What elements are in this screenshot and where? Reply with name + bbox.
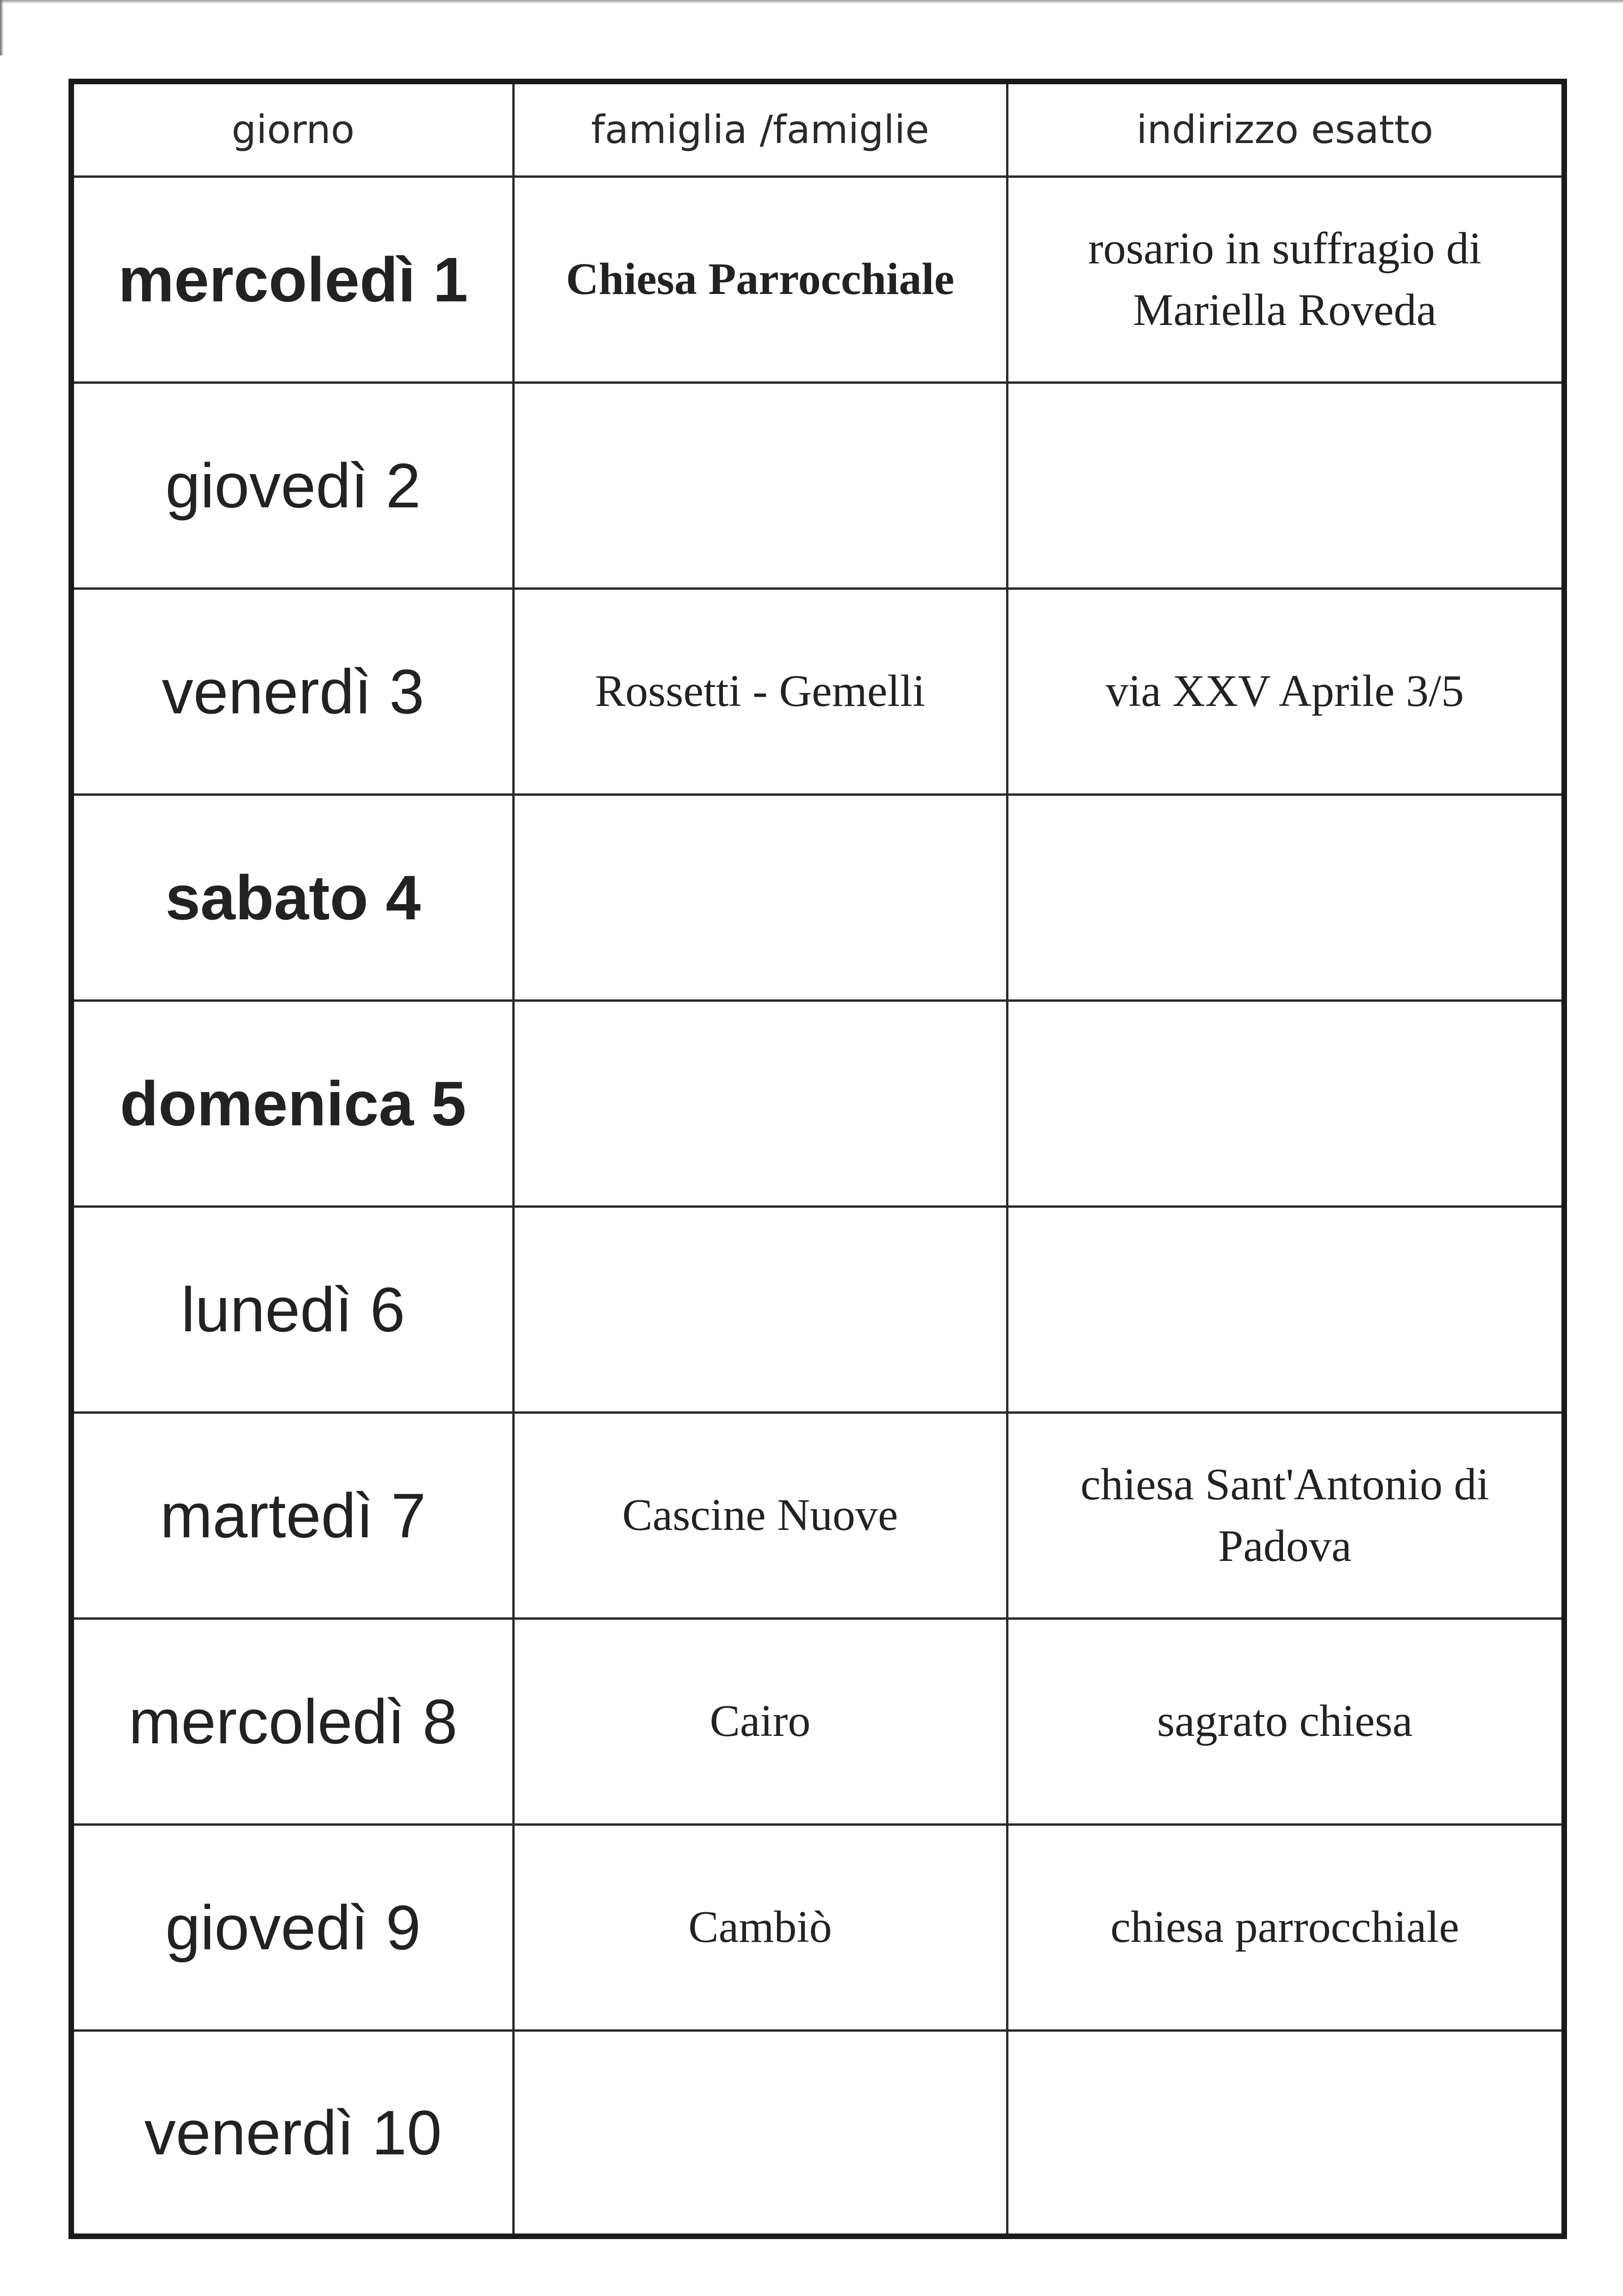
address-cell	[1007, 1206, 1564, 1412]
scan-edge-top	[0, 0, 1623, 4]
address-cell	[1007, 1000, 1564, 1206]
header-address: indirizzo esatto	[1007, 81, 1564, 176]
day-cell: martedì 7	[71, 1412, 513, 1618]
day-cell: sabato 4	[71, 794, 513, 1000]
day-cell: mercoledì 1	[71, 176, 513, 382]
address-cell	[1007, 794, 1564, 1000]
day-cell: domenica 5	[71, 1000, 513, 1206]
address-cell: chiesa parrocchiale	[1007, 1824, 1564, 2030]
day-cell: venerdì 10	[71, 2030, 513, 2236]
header-row	[71, 81, 1564, 176]
family-cell: Chiesa Parrocchiale	[513, 176, 1007, 382]
address-cell: via XXV Aprile 3/5	[1007, 588, 1564, 794]
table-row	[71, 1000, 1564, 1206]
table-row	[71, 1618, 1564, 1824]
table-row	[71, 1824, 1564, 2030]
address-cell	[1007, 382, 1564, 588]
family-cell: Cascine Nuove	[513, 1412, 1007, 1618]
family-cell	[513, 794, 1007, 1000]
address-cell	[1007, 2030, 1564, 2236]
table-row	[71, 588, 1564, 794]
family-cell	[513, 1206, 1007, 1412]
family-cell: Cambiò	[513, 1824, 1007, 2030]
table-row	[71, 2030, 1564, 2236]
table-row	[71, 1412, 1564, 1618]
table-row	[71, 176, 1564, 382]
family-cell: Cairo	[513, 1618, 1007, 1824]
address-cell: rosario in suffragio di Mariella Roveda	[1007, 176, 1564, 382]
table-row	[71, 1206, 1564, 1412]
address-cell: sagrato chiesa	[1007, 1618, 1564, 1824]
day-cell: giovedì 2	[71, 382, 513, 588]
day-cell: lunedì 6	[71, 1206, 513, 1412]
family-cell: Rossetti - Gemelli	[513, 588, 1007, 794]
day-cell: venerdì 3	[71, 588, 513, 794]
day-cell: mercoledì 8	[71, 1618, 513, 1824]
table-row	[71, 794, 1564, 1000]
header-day: giorno	[71, 81, 513, 176]
day-cell: giovedì 9	[71, 1824, 513, 2030]
family-cell	[513, 382, 1007, 588]
table-row	[71, 382, 1564, 588]
family-cell	[513, 1000, 1007, 1206]
family-cell	[513, 2030, 1007, 2236]
address-cell: chiesa Sant'Antonio di Padova	[1007, 1412, 1564, 1618]
header-family: famiglia /famiglie	[513, 81, 1007, 176]
schedule-table	[68, 79, 1567, 2239]
scan-edge-left	[0, 0, 4, 56]
